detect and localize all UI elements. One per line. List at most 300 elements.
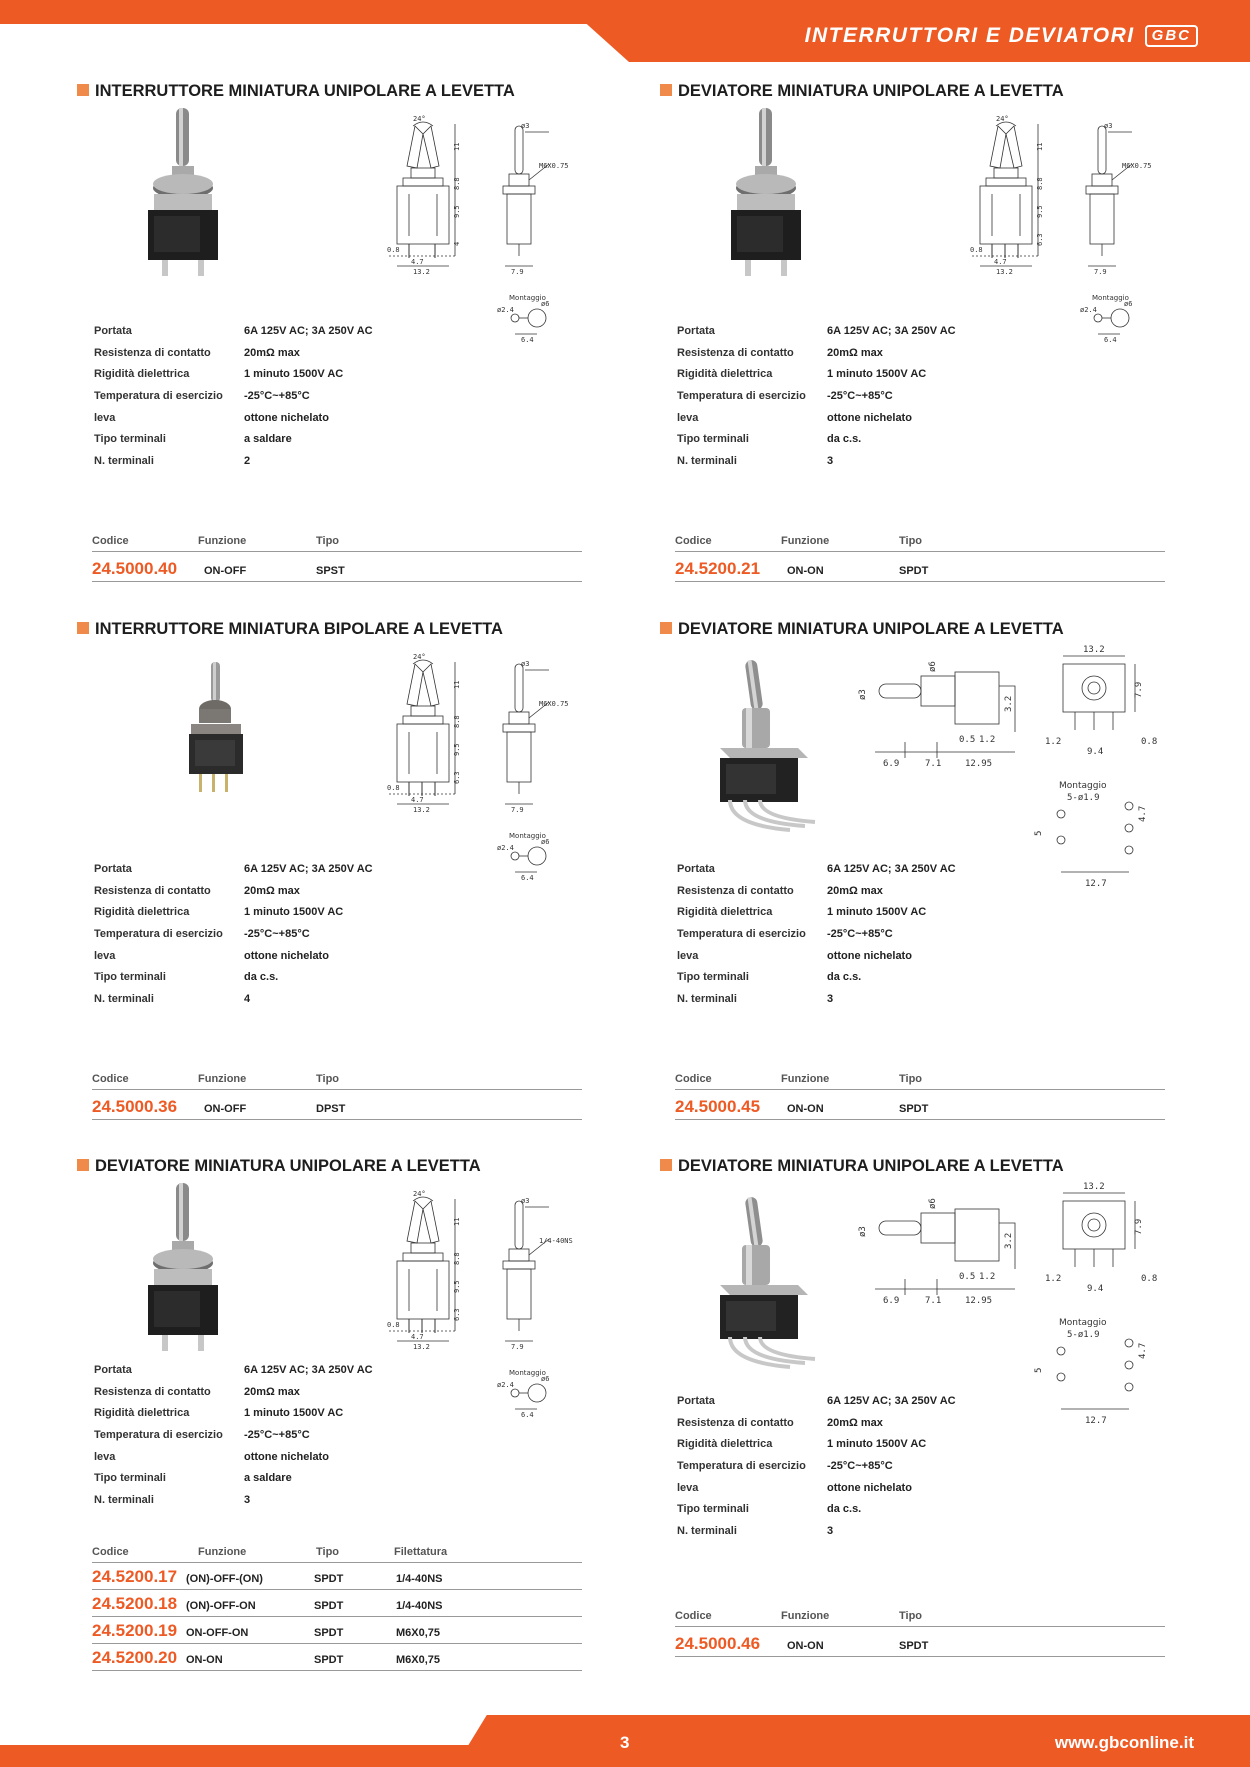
header-title-text: INTERRUTTORI E DEVIATORI [804,24,1135,47]
product-section [660,82,1205,602]
column-header-funzione: Funzione [198,1546,247,1558]
spec-label: N. terminali [94,993,154,1006]
column-header-funzione: Funzione [781,1073,830,1085]
technical-drawing [387,644,597,899]
svg-text:12.7: 12.7 [1085,879,1107,889]
spec-row [94,347,373,369]
code-row[interactable] [92,552,582,582]
spec-label: N. terminali [677,993,737,1006]
spec-value: 6A 125V AC; 3A 250V AC [827,863,956,875]
code-table-header [675,1605,1165,1627]
spec-label: Temperatura di esercizio [677,390,806,403]
spec-list [677,325,956,477]
svg-text:ø6: ø6 [541,838,550,846]
spec-label: leva [677,1481,699,1494]
spec-row [677,906,956,928]
column-header-codice: Codice [92,1546,129,1558]
code-row[interactable] [92,1563,582,1590]
svg-text:4: 4 [453,241,461,246]
code-table [92,530,582,582]
spec-label: leva [94,949,116,962]
column-header-funzione: Funzione [781,1610,830,1622]
drawing-angle: 24° [996,115,1009,123]
product-code[interactable]: 24.5200.18 [92,1594,178,1613]
svg-text:ø3: ø3 [858,689,868,700]
code-table [675,1605,1165,1657]
type-cell: SPDT [314,1600,344,1612]
svg-text:3.2: 3.2 [1004,695,1014,712]
spec-label: Resistenza di contatto [677,346,794,359]
column-header-tipo: Tipo [316,1073,340,1085]
spec-value: 6A 125V AC; 3A 250V AC [244,325,373,337]
spec-row [94,412,373,434]
spec-label: leva [677,411,699,424]
drawing-angle: 24° [413,1190,426,1198]
svg-text:3.2: 3.2 [1004,1232,1014,1249]
svg-text:Montaggio: Montaggio [509,1369,546,1377]
spec-value: da c.s. [244,971,279,984]
product-title-text: DEVIATORE MINIATURA UNIPOLARE A LEVETTA [678,620,1064,638]
product-section [77,82,622,602]
spec-value: 3 [827,1525,834,1538]
svg-text:0.8: 0.8 [1141,1274,1158,1284]
svg-text:ø6: ø6 [928,661,938,672]
thread-cell: M6X0,75 [396,1654,441,1666]
code-row[interactable] [92,1590,582,1617]
type-cell: SPDT [899,1640,929,1652]
code-table [675,530,1165,582]
spec-label: Tipo terminali [677,971,749,984]
spec-value: 1 minuto 1500V AC [827,1438,927,1451]
technical-drawing [387,106,597,361]
code-table [675,1068,1165,1120]
code-row[interactable] [92,1644,582,1671]
spec-label: Rigidità dielettrica [94,368,190,381]
spec-label: Rigidità dielettrica [94,906,190,919]
product-code[interactable]: 24.5000.36 [92,1097,178,1116]
spec-list [94,1364,373,1516]
spec-row [677,433,956,455]
code-table-header [92,1068,582,1090]
svg-text:1.2: 1.2 [979,735,996,745]
spec-value: ottone nichelato [827,411,912,424]
product-code[interactable]: 24.5200.21 [675,559,761,578]
svg-text:4.7: 4.7 [411,1333,424,1341]
svg-text:Montaggio: Montaggio [509,294,546,302]
spec-label: Tipo terminali [94,971,166,984]
spec-value: a saldare [244,1472,292,1485]
spec-label: Rigidità dielettrica [677,1438,773,1451]
svg-text:ø2.4: ø2.4 [497,844,514,852]
spec-label: Portata [94,863,132,875]
spec-row [677,1438,956,1460]
gbc-logo: GBC [1145,25,1198,47]
svg-text:Montaggio: Montaggio [509,832,546,840]
spec-value: 6A 125V AC; 3A 250V AC [244,863,373,875]
bullet-square-icon [77,1159,89,1171]
spec-label: N. terminali [94,1494,154,1507]
spec-row [94,885,373,907]
product-title-text: INTERRUTTORE MINIATURA UNIPOLARE A LEVETTA [95,82,515,100]
code-row[interactable] [675,1090,1165,1120]
type-cell: SPDT [314,1654,344,1666]
spec-row [677,1460,956,1482]
spec-value: 1 minuto 1500V AC [827,906,927,919]
drawing-angle: 24° [413,115,426,123]
svg-text:ø3: ø3 [521,122,530,130]
svg-text:4.7: 4.7 [1138,1342,1148,1359]
svg-text:5-ø1.9: 5-ø1.9 [1067,793,1100,803]
svg-text:6.3: 6.3 [453,1308,461,1321]
product-title-text: DEVIATORE MINIATURA UNIPOLARE A LEVETTA [678,82,1064,100]
product-section [660,620,1205,1140]
spec-value: da c.s. [827,971,862,984]
spec-value: -25°C~+85°C [827,928,893,941]
spec-list [94,325,373,477]
type-cell: SPST [316,565,345,577]
spec-row [94,1386,373,1408]
spec-list [677,1395,956,1547]
code-table [92,1068,582,1120]
product-photo [157,654,277,829]
spec-row [94,433,373,455]
column-header-filettatura: Filettatura [394,1546,448,1558]
product-section [77,620,622,1140]
spec-label: Temperatura di esercizio [94,1429,223,1442]
spec-label: Resistenza di contatto [677,1416,794,1429]
spec-value: 20mΩ max [827,884,883,897]
svg-text:6.9: 6.9 [883,759,900,769]
product-photo [132,104,252,289]
spec-row [94,368,373,390]
product-code[interactable]: 24.5000.46 [675,1634,761,1653]
product-code[interactable]: 24.5200.20 [92,1648,178,1667]
svg-text:12.95: 12.95 [965,759,993,769]
spec-label: Temperatura di esercizio [677,1460,806,1473]
column-header-funzione: Funzione [781,535,830,547]
spec-row [677,390,956,412]
catalog-header-title [805,24,1198,48]
spec-row [94,325,373,347]
svg-text:9.5: 9.5 [453,1280,461,1293]
type-cell: SPDT [314,1573,344,1585]
spec-row [677,928,956,950]
code-row[interactable] [675,552,1165,582]
spec-row [94,390,373,412]
svg-text:5: 5 [1034,1367,1044,1373]
svg-text:9.5: 9.5 [1036,205,1044,218]
svg-text:0.8: 0.8 [387,784,400,792]
function-cell: ON-OFF [204,565,247,577]
column-header-codice: Codice [92,535,129,547]
spec-row [677,325,956,347]
svg-text:11: 11 [1036,142,1044,151]
svg-text:M6X0.75: M6X0.75 [539,162,569,170]
code-table-header [675,1068,1165,1090]
function-cell: (ON)-OFF-(ON) [186,1573,263,1585]
svg-text:9.5: 9.5 [453,743,461,756]
spec-label: Tipo terminali [677,1503,749,1516]
spec-row [677,993,956,1015]
spec-value: 3 [244,1494,251,1507]
thread-cell: M6X0,75 [396,1627,441,1639]
column-header-tipo: Tipo [316,535,340,547]
spec-label: Portata [677,325,715,337]
svg-text:1.2: 1.2 [1045,1274,1062,1284]
spec-label: Portata [677,1395,715,1407]
svg-text:7.9: 7.9 [1134,1218,1144,1235]
product-photo [690,650,850,840]
spec-value: 1 minuto 1500V AC [244,368,344,381]
spec-label: Tipo terminali [94,1472,166,1485]
svg-text:11: 11 [453,142,461,151]
product-title [660,82,1064,101]
spec-row [677,455,956,477]
spec-label: leva [94,1450,116,1463]
product-photo [690,1187,850,1377]
code-table [92,1541,582,1671]
svg-text:ø3: ø3 [521,1197,530,1205]
svg-text:13.2: 13.2 [413,268,430,276]
svg-text:6.9: 6.9 [883,1296,900,1306]
svg-text:1/4-40NS: 1/4-40NS [539,1237,573,1245]
spec-label: Resistenza di contatto [677,884,794,897]
svg-text:6.4: 6.4 [1104,336,1117,344]
spec-row [677,1417,956,1439]
spec-row [94,1407,373,1429]
spec-value: ottone nichelato [244,411,329,424]
svg-text:M6X0.75: M6X0.75 [539,700,569,708]
column-header-tipo: Tipo [899,1610,923,1622]
svg-text:0.5: 0.5 [959,1272,976,1282]
svg-text:8.8: 8.8 [453,1252,461,1265]
column-header-tipo: Tipo [316,1546,340,1558]
svg-text:0.8: 0.8 [1141,737,1158,747]
svg-text:1.2: 1.2 [1045,737,1062,747]
svg-text:0.8: 0.8 [970,246,983,254]
spec-value: -25°C~+85°C [827,1460,893,1473]
spec-value: -25°C~+85°C [244,390,310,403]
spec-value: 6A 125V AC; 3A 250V AC [827,325,956,337]
thread-cell: 1/4-40NS [396,1600,443,1612]
website-link[interactable]: www.gbconline.it [1054,1733,1194,1752]
spec-value: 3 [827,993,834,1006]
column-header-tipo: Tipo [899,535,923,547]
spec-row [677,1525,956,1547]
svg-text:ø6: ø6 [541,1375,550,1383]
svg-text:13.2: 13.2 [413,806,430,814]
code-row[interactable] [675,1627,1165,1657]
spec-list [677,863,956,1015]
product-photo [715,104,835,289]
column-header-codice: Codice [92,1073,129,1085]
svg-text:M6X0.75: M6X0.75 [1122,162,1152,170]
svg-text:ø2.4: ø2.4 [497,306,514,314]
function-cell: ON-ON [787,1640,824,1652]
product-code[interactable]: 24.5200.19 [92,1621,178,1640]
svg-text:ø3: ø3 [521,660,530,668]
spec-row [94,993,373,1015]
spec-row [677,950,956,972]
svg-text:9.4: 9.4 [1087,747,1104,757]
svg-text:13.2: 13.2 [413,1343,430,1351]
spec-value: 20mΩ max [244,346,300,359]
svg-text:8.8: 8.8 [1036,177,1044,190]
column-header-tipo: Tipo [899,1073,923,1085]
column-header-codice: Codice [675,1610,712,1622]
svg-text:4.7: 4.7 [994,258,1007,266]
svg-text:9.4: 9.4 [1087,1284,1104,1294]
svg-text:4.7: 4.7 [411,796,424,804]
spec-value: ottone nichelato [244,949,329,962]
product-code[interactable]: 24.5000.40 [92,559,178,578]
svg-text:13.2: 13.2 [1083,1182,1105,1192]
svg-text:5: 5 [1034,830,1044,836]
spec-label: Resistenza di contatto [94,346,211,359]
svg-text:7.9: 7.9 [1094,268,1107,276]
product-title-text: DEVIATORE MINIATURA UNIPOLARE A LEVETTA [678,1157,1064,1175]
spec-label: N. terminali [677,455,737,468]
product-code[interactable]: 24.5200.17 [92,1567,178,1586]
function-cell: ON-OFF-ON [186,1627,249,1639]
svg-text:7.9: 7.9 [511,806,524,814]
spec-row [94,1429,373,1451]
svg-text:ø2.4: ø2.4 [1080,306,1097,314]
spec-value: a saldare [244,433,292,446]
spec-value: 20mΩ max [244,884,300,897]
drawing-angle: 24° [413,653,426,661]
svg-text:6.4: 6.4 [521,874,534,882]
spec-value: ottone nichelato [244,1450,329,1463]
spec-value: ottone nichelato [827,949,912,962]
svg-text:6.3: 6.3 [453,771,461,784]
spec-row [94,863,373,885]
svg-text:ø2.4: ø2.4 [497,1381,514,1389]
function-cell: (ON)-OFF-ON [186,1600,256,1612]
svg-text:0.8: 0.8 [387,1321,400,1329]
spec-row [677,863,956,885]
bullet-square-icon [660,1159,672,1171]
spec-label: leva [94,411,116,424]
spec-label: Rigidità dielettrica [94,1407,190,1420]
spec-label: Temperatura di esercizio [94,390,223,403]
spec-row [677,885,956,907]
svg-text:6.4: 6.4 [521,1411,534,1419]
code-table-header [92,1541,582,1563]
svg-text:0.5: 0.5 [959,735,976,745]
product-title [660,620,1064,639]
thread-cell: 1/4-40NS [396,1573,443,1585]
product-code[interactable]: 24.5000.45 [675,1097,761,1116]
svg-text:6.4: 6.4 [521,336,534,344]
spec-row [677,971,956,993]
bullet-square-icon [77,622,89,634]
function-cell: ON-ON [787,565,824,577]
product-section [77,1157,622,1677]
svg-text:11: 11 [453,1217,461,1226]
spec-list [94,863,373,1015]
product-title-text: DEVIATORE MINIATURA UNIPOLARE A LEVETTA [95,1157,481,1175]
column-header-codice: Codice [675,1073,712,1085]
product-title [77,1157,481,1176]
svg-text:8.8: 8.8 [453,177,461,190]
spec-row [677,347,956,369]
svg-text:5-ø1.9: 5-ø1.9 [1067,1330,1100,1340]
spec-row [677,412,956,434]
function-cell: ON-ON [186,1654,223,1666]
svg-text:ø6: ø6 [928,1198,938,1209]
bullet-square-icon [660,622,672,634]
code-row[interactable] [92,1617,582,1644]
spec-row [94,971,373,993]
spec-value: 1 minuto 1500V AC [244,1407,344,1420]
function-cell: ON-OFF [204,1103,247,1115]
spec-row [94,455,373,477]
spec-value: da c.s. [827,1503,862,1516]
product-title [77,82,515,101]
svg-text:Montaggio: Montaggio [1092,294,1129,302]
spec-value: 1 minuto 1500V AC [827,368,927,381]
spec-row [94,906,373,928]
spec-row [94,1472,373,1494]
type-cell: DPST [316,1103,346,1115]
spec-label: Resistenza di contatto [94,884,211,897]
bullet-square-icon [77,84,89,96]
spec-label: Portata [94,1364,132,1376]
svg-text:4.7: 4.7 [1138,805,1148,822]
spec-value: ottone nichelato [827,1481,912,1494]
svg-text:7.9: 7.9 [511,268,524,276]
spec-value: -25°C~+85°C [244,1429,310,1442]
svg-text:Montaggio: Montaggio [1059,1318,1107,1328]
type-cell: SPDT [899,1103,929,1115]
spec-row [94,928,373,950]
svg-text:0.8: 0.8 [387,246,400,254]
product-photo [132,1179,252,1364]
spec-label: Temperatura di esercizio [677,928,806,941]
svg-text:4.7: 4.7 [411,258,424,266]
svg-text:Montaggio: Montaggio [1059,781,1107,791]
spec-label: Temperatura di esercizio [94,928,223,941]
spec-row [677,1395,956,1417]
product-section [660,1157,1205,1677]
technical-drawing [970,106,1180,361]
svg-text:ø3: ø3 [1104,122,1113,130]
spec-row [677,1503,956,1525]
svg-text:13.2: 13.2 [996,268,1013,276]
svg-text:6.3: 6.3 [1036,233,1044,246]
svg-text:7.1: 7.1 [925,1296,942,1306]
svg-text:11: 11 [453,680,461,689]
svg-text:9.5: 9.5 [453,205,461,218]
code-table-header [92,530,582,552]
spec-row [94,1451,373,1473]
spec-row [677,368,956,390]
spec-label: Portata [677,863,715,875]
spec-value: 3 [827,455,834,468]
spec-value: 20mΩ max [827,346,883,359]
svg-text:ø6: ø6 [1124,300,1133,308]
code-row[interactable] [92,1090,582,1120]
svg-text:ø3: ø3 [858,1226,868,1237]
spec-label: N. terminali [677,1525,737,1538]
function-cell: ON-ON [787,1103,824,1115]
spec-value: 4 [244,993,251,1006]
column-header-funzione: Funzione [198,535,247,547]
technical-drawing [387,1181,597,1436]
product-title-text: INTERRUTTORE MINIATURA BIPOLARE A LEVETTA [95,620,503,638]
spec-row [94,950,373,972]
